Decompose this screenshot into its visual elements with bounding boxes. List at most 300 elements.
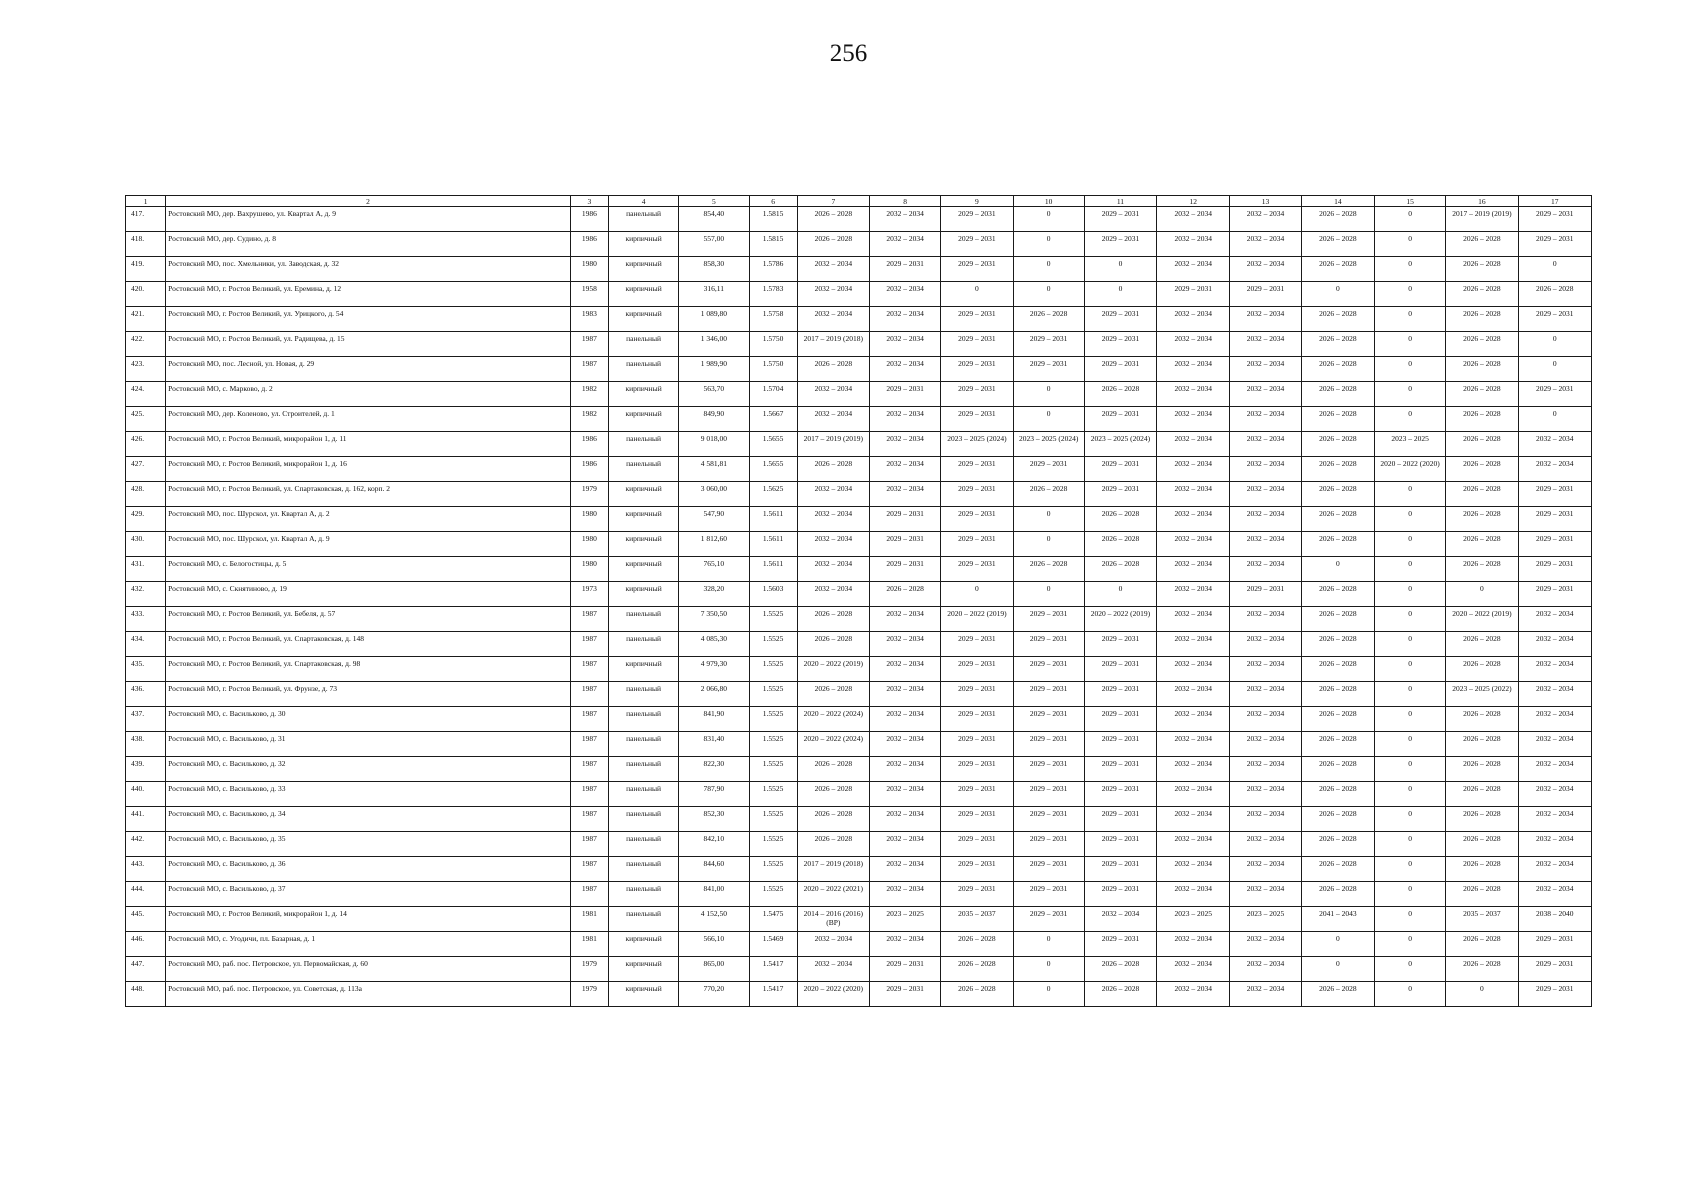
table-cell: панельный	[608, 707, 678, 732]
page-number: 256	[829, 40, 868, 67]
table-cell: 1987	[570, 707, 608, 732]
table-cell: 2026 – 2028	[1446, 732, 1518, 757]
table-cell: 0	[1518, 357, 1591, 382]
table-cell: 2032 – 2034	[797, 257, 869, 282]
table-cell: 2029 – 2031	[1518, 482, 1591, 507]
table-cell: 1987	[570, 807, 608, 832]
table-cell: 2026 – 2028	[797, 457, 869, 482]
table-cell: 2032 – 2034	[1230, 532, 1301, 557]
table-cell: 1.5525	[749, 757, 797, 782]
table-cell: 0	[1374, 382, 1445, 407]
table-cell: 2017 – 2019 (2018)	[797, 857, 869, 882]
table-cell: 2032 – 2034	[869, 857, 940, 882]
table-cell: 2035 – 2037	[1446, 907, 1518, 932]
row-number-cell: 442.	[126, 832, 166, 857]
table-cell: 2029 – 2031	[1013, 632, 1084, 657]
table-cell: 2032 – 2034	[1157, 857, 1230, 882]
table-row	[126, 557, 1592, 582]
table-cell: 2032 – 2034	[1157, 657, 1230, 682]
table-cell: 1987	[570, 657, 608, 682]
column-number-cell: 3	[570, 196, 608, 207]
table-cell: 2032 – 2034	[1230, 857, 1301, 882]
table-cell: 1986	[570, 232, 608, 257]
table-cell: 2032 – 2034	[1157, 457, 1230, 482]
table-cell: 2032 – 2034	[1157, 807, 1230, 832]
table-cell: 2029 – 2031	[1084, 857, 1156, 882]
table-cell: 0	[1374, 307, 1445, 332]
table-cell: кирпичный	[608, 507, 678, 532]
table-cell: 1987	[570, 832, 608, 857]
table-cell: 1981	[570, 907, 608, 932]
table-row	[126, 507, 1592, 532]
table-cell: 2032 – 2034	[1157, 432, 1230, 457]
table-cell: 2032 – 2034	[869, 707, 940, 732]
address-cell: Ростовский МО, г. Ростов Великий, ул. Урицкого, д. 54	[166, 307, 571, 332]
table-cell: 2032 – 2034	[1157, 232, 1230, 257]
table-cell: 2032 – 2034	[1230, 332, 1301, 357]
table-cell: кирпичный	[608, 932, 678, 957]
table-cell: 2020 – 2022 (2019)	[1084, 607, 1156, 632]
row-number-cell: 443.	[126, 857, 166, 882]
table-cell: 0	[1301, 957, 1374, 982]
table-cell: 2032 – 2034	[869, 607, 940, 632]
table-cell: кирпичный	[608, 532, 678, 557]
table-cell: 1979	[570, 982, 608, 1007]
address-cell: Ростовский МО, пос. Хмельники, ул. Заводская, д. 32	[166, 257, 571, 282]
table-cell: 2014 – 2016 (2016) (ВР)	[797, 907, 869, 932]
table-cell: 2029 – 2031	[1518, 232, 1591, 257]
table-cell: 1987	[570, 357, 608, 382]
table-cell: 1.5525	[749, 782, 797, 807]
table-cell: 0	[1374, 532, 1445, 557]
table-cell: 2023 – 2025	[1157, 907, 1230, 932]
table-cell: 2029 – 2031	[941, 382, 1013, 407]
table-cell: 2029 – 2031	[1157, 282, 1230, 307]
table-cell: 2026 – 2028	[1446, 707, 1518, 732]
table-cell: 2032 – 2034	[797, 532, 869, 557]
table-row	[126, 932, 1592, 957]
table-cell: 1987	[570, 782, 608, 807]
table-cell: 1.5525	[749, 607, 797, 632]
table-row	[126, 332, 1592, 357]
table-cell: 2026 – 2028	[1446, 782, 1518, 807]
table-cell: 2026 – 2028	[941, 957, 1013, 982]
table-row	[126, 257, 1592, 282]
table-cell: 2029 – 2031	[941, 407, 1013, 432]
table-row	[126, 207, 1592, 232]
table-cell: 0	[1374, 657, 1445, 682]
table-cell: 2017 – 2019 (2019)	[1446, 207, 1518, 232]
table-cell: 2026 – 2028	[1301, 882, 1374, 907]
table-cell: 2029 – 2031	[1518, 507, 1591, 532]
column-number-cell: 15	[1374, 196, 1445, 207]
table-cell: 557,00	[679, 232, 749, 257]
table-cell: 2032 – 2034	[869, 457, 940, 482]
table-cell: 831,40	[679, 732, 749, 757]
table-cell: 1.5815	[749, 232, 797, 257]
table-cell: 1.5525	[749, 707, 797, 732]
table-cell: 2032 – 2034	[1157, 632, 1230, 657]
table-cell: кирпичный	[608, 482, 678, 507]
table-cell: 1.5758	[749, 307, 797, 332]
table-cell: 2026 – 2028	[1084, 382, 1156, 407]
table-cell: 1986	[570, 207, 608, 232]
table-cell: 2029 – 2031	[1084, 757, 1156, 782]
table-cell: 2032 – 2034	[1230, 557, 1301, 582]
column-number-cell: 17	[1518, 196, 1591, 207]
table-cell: 2032 – 2034	[1518, 857, 1591, 882]
table-cell: 2029 – 2031	[869, 982, 940, 1007]
table-cell: 2026 – 2028	[1013, 482, 1084, 507]
table-cell: 316,11	[679, 282, 749, 307]
table-cell: 2032 – 2034	[1157, 882, 1230, 907]
row-number-cell: 423.	[126, 357, 166, 382]
table-cell: 2026 – 2028	[1301, 807, 1374, 832]
table-cell: 2032 – 2034	[797, 307, 869, 332]
table-cell: 2026 – 2028	[1446, 632, 1518, 657]
table-cell: 2026 – 2028	[1301, 682, 1374, 707]
address-cell: Ростовский МО, пос. Шурскол, ул. Квартал А, д. 9	[166, 532, 571, 557]
table-cell: 2029 – 2031	[941, 732, 1013, 757]
table-cell: 2032 – 2034	[1230, 457, 1301, 482]
table-cell: 1.5704	[749, 382, 797, 407]
table-cell: 0	[1374, 882, 1445, 907]
table-cell: 2029 – 2031	[941, 507, 1013, 532]
table-cell: 2026 – 2028	[1301, 432, 1374, 457]
table-cell: 2023 – 2025 (2024)	[1084, 432, 1156, 457]
table-cell: 2029 – 2031	[1518, 307, 1591, 332]
table-cell: 1980	[570, 257, 608, 282]
table-cell: 2026 – 2028	[1301, 707, 1374, 732]
table-cell: 2029 – 2031	[1518, 207, 1591, 232]
table-cell: 1.5611	[749, 532, 797, 557]
address-cell: Ростовский МО, дер. Коленово, ул. Строителей, д. 1	[166, 407, 571, 432]
table-cell: 2032 – 2034	[869, 332, 940, 357]
table-cell: 2032 – 2034	[869, 232, 940, 257]
table-cell: 2032 – 2034	[1157, 257, 1230, 282]
address-cell: Ростовский МО, г. Ростов Великий, ул. Фрунзе, д. 73	[166, 682, 571, 707]
address-cell: Ростовский МО, г. Ростов Великий, ул. Спартаковская, д. 98	[166, 657, 571, 682]
table-cell: 2029 – 2031	[1084, 207, 1156, 232]
table-cell: 2032 – 2034	[1230, 257, 1301, 282]
table-cell: кирпичный	[608, 557, 678, 582]
table-cell: 770,20	[679, 982, 749, 1007]
address-cell: Ростовский МО, г. Ростов Великий, ул. Спартаковская, д. 162, корп. 2	[166, 482, 571, 507]
table-cell: 2032 – 2034	[1230, 682, 1301, 707]
table-cell: 2029 – 2031	[1013, 782, 1084, 807]
table-cell: 2026 – 2028	[1301, 982, 1374, 1007]
table-cell: 2032 – 2034	[1518, 632, 1591, 657]
table-cell: 2026 – 2028	[797, 607, 869, 632]
table-row	[126, 457, 1592, 482]
table-cell: 2029 – 2031	[1013, 332, 1084, 357]
table-cell: 0	[1374, 507, 1445, 532]
table-cell: 2026 – 2028	[1446, 882, 1518, 907]
address-cell: Ростовский МО, дер. Вахрушево, ул. Квартал А, д. 9	[166, 207, 571, 232]
table-cell: 2029 – 2031	[1518, 532, 1591, 557]
table-cell: 1987	[570, 332, 608, 357]
table-cell: 9 018,00	[679, 432, 749, 457]
table-cell: кирпичный	[608, 657, 678, 682]
table-cell: 2029 – 2031	[941, 657, 1013, 682]
table-cell: 2026 – 2028	[1446, 807, 1518, 832]
row-number-cell: 441.	[126, 807, 166, 832]
column-number-cell: 2	[166, 196, 571, 207]
table-cell: 2029 – 2031	[1013, 857, 1084, 882]
table-cell: 841,00	[679, 882, 749, 907]
table-cell: 2026 – 2028	[797, 357, 869, 382]
table-cell: 2029 – 2031	[941, 757, 1013, 782]
table-row	[126, 407, 1592, 432]
address-cell: Ростовский МО, г. Ростов Великий, ул. Бебеля, д. 57	[166, 607, 571, 632]
table-cell: 2032 – 2034	[1230, 307, 1301, 332]
table-cell: 2029 – 2031	[869, 557, 940, 582]
table-cell: 2032 – 2034	[869, 482, 940, 507]
table-cell: 2032 – 2034	[1230, 207, 1301, 232]
table-cell: 1.5655	[749, 457, 797, 482]
table-cell: 2026 – 2028	[1301, 832, 1374, 857]
table-cell: 0	[1374, 232, 1445, 257]
table-cell: 1986	[570, 432, 608, 457]
row-number-cell: 434.	[126, 632, 166, 657]
table-cell: 2026 – 2028	[1446, 257, 1518, 282]
table-cell: 1.5475	[749, 907, 797, 932]
table-cell: 2026 – 2028	[1446, 482, 1518, 507]
table-cell: 1980	[570, 557, 608, 582]
table-cell: 2029 – 2031	[941, 207, 1013, 232]
table-cell: 2029 – 2031	[1084, 807, 1156, 832]
table-row	[126, 832, 1592, 857]
table-cell: 2032 – 2034	[869, 807, 940, 832]
table-cell: 2020 – 2022 (2019)	[797, 657, 869, 682]
table-cell: 2026 – 2028	[1446, 282, 1518, 307]
table-cell: 2032 – 2034	[797, 507, 869, 532]
table-cell: 2032 – 2034	[797, 557, 869, 582]
table-cell: 2032 – 2034	[1230, 657, 1301, 682]
table-cell: кирпичный	[608, 582, 678, 607]
table-row	[126, 982, 1592, 1007]
row-number-cell: 439.	[126, 757, 166, 782]
table-cell: 0	[1013, 382, 1084, 407]
table-cell: 563,70	[679, 382, 749, 407]
table-cell: 844,60	[679, 857, 749, 882]
address-cell: Ростовский МО, пос. Шурскол, ул. Квартал А, д. 2	[166, 507, 571, 532]
table-cell: 2029 – 2031	[941, 307, 1013, 332]
table-cell: 2029 – 2031	[941, 707, 1013, 732]
table-cell: 2029 – 2031	[941, 832, 1013, 857]
table-cell: 841,90	[679, 707, 749, 732]
table-cell: 2020 – 2022 (2021)	[797, 882, 869, 907]
table-cell: 0	[1374, 282, 1445, 307]
column-number-cell: 6	[749, 196, 797, 207]
table-cell: 2032 – 2034	[1230, 932, 1301, 957]
table-cell: 2026 – 2028	[797, 207, 869, 232]
table-cell: 2029 – 2031	[1084, 882, 1156, 907]
table-cell: панельный	[608, 757, 678, 782]
table-cell: 0	[1301, 932, 1374, 957]
table-cell: 0	[1518, 407, 1591, 432]
address-cell: Ростовский МО, г. Ростов Великий, микрорайон 1, д. 11	[166, 432, 571, 457]
row-number-cell: 436.	[126, 682, 166, 707]
column-number-cell: 16	[1446, 196, 1518, 207]
table-cell: 2026 – 2028	[1446, 357, 1518, 382]
table-cell: 0	[1013, 532, 1084, 557]
table-cell: 3 060,00	[679, 482, 749, 507]
table-cell: 2029 – 2031	[941, 682, 1013, 707]
table-cell: 328,20	[679, 582, 749, 607]
table-cell: 547,90	[679, 507, 749, 532]
row-number-cell: 438.	[126, 732, 166, 757]
table-cell: панельный	[608, 882, 678, 907]
table-cell: 2032 – 2034	[1230, 632, 1301, 657]
table-cell: 1981	[570, 932, 608, 957]
column-number-cell: 4	[608, 196, 678, 207]
table-row	[126, 232, 1592, 257]
table-cell: 2029 – 2031	[1084, 832, 1156, 857]
table-cell: 2026 – 2028	[1084, 982, 1156, 1007]
table-cell: 2032 – 2034	[1157, 507, 1230, 532]
table-cell: 2032 – 2034	[1157, 932, 1230, 957]
table-cell: 1 089,80	[679, 307, 749, 332]
table-cell: 858,30	[679, 257, 749, 282]
table-cell: 2029 – 2031	[1230, 582, 1301, 607]
table-cell: 0	[1518, 257, 1591, 282]
table-cell: 0	[1013, 982, 1084, 1007]
table-cell: 2032 – 2034	[1230, 382, 1301, 407]
table-cell: кирпичный	[608, 282, 678, 307]
table-cell: 2032 – 2034	[1518, 882, 1591, 907]
table-cell: панельный	[608, 857, 678, 882]
table-row	[126, 782, 1592, 807]
table-cell: 2029 – 2031	[1518, 982, 1591, 1007]
table-cell: 4 979,30	[679, 657, 749, 682]
table-cell: 2032 – 2034	[1230, 707, 1301, 732]
table-cell: 1.5603	[749, 582, 797, 607]
table-row	[126, 532, 1592, 557]
table-cell: 1987	[570, 732, 608, 757]
table-cell: 1 346,00	[679, 332, 749, 357]
repair-schedule-table	[125, 195, 1592, 1007]
table-cell: 2032 – 2034	[1518, 807, 1591, 832]
table-cell: 2032 – 2034	[797, 282, 869, 307]
table-cell: 1.5750	[749, 357, 797, 382]
table-cell: 2032 – 2034	[1157, 332, 1230, 357]
table-cell: 2032 – 2034	[797, 407, 869, 432]
table-cell: 2032 – 2034	[869, 207, 940, 232]
row-number-cell: 418.	[126, 232, 166, 257]
table-cell: 2032 – 2034	[1157, 682, 1230, 707]
row-number-cell: 429.	[126, 507, 166, 532]
table-cell: 2026 – 2028	[797, 632, 869, 657]
table-cell: 2032 – 2034	[1230, 357, 1301, 382]
table-cell: 2032 – 2034	[1230, 832, 1301, 857]
table-cell: 2032 – 2034	[797, 482, 869, 507]
table-cell: 0	[1374, 582, 1445, 607]
table-cell: 2032 – 2034	[1157, 832, 1230, 857]
table-cell: 2026 – 2028	[1084, 532, 1156, 557]
row-number-cell: 433.	[126, 607, 166, 632]
table-cell: 1.5611	[749, 557, 797, 582]
table-cell: 0	[1013, 407, 1084, 432]
table-cell: 2032 – 2034	[869, 282, 940, 307]
table-cell: 2029 – 2031	[1013, 882, 1084, 907]
address-cell: Ростовский МО, с. Васильково, д. 31	[166, 732, 571, 757]
table-cell: 2020 – 2022 (2019)	[1446, 607, 1518, 632]
table-cell: панельный	[608, 907, 678, 932]
table-cell: 0	[1013, 507, 1084, 532]
table-cell: 2026 – 2028	[1301, 657, 1374, 682]
table-cell: 2029 – 2031	[941, 232, 1013, 257]
table-row	[126, 657, 1592, 682]
address-cell: Ростовский МО, с. Угодичи, пл. Базарная, д. 1	[166, 932, 571, 957]
table-cell: 2032 – 2034	[869, 782, 940, 807]
table-cell: 852,30	[679, 807, 749, 832]
table-cell: 2029 – 2031	[1013, 732, 1084, 757]
table-cell: 0	[941, 282, 1013, 307]
table-cell: 2032 – 2034	[1157, 732, 1230, 757]
table-row	[126, 857, 1592, 882]
table-cell: 2026 – 2028	[797, 232, 869, 257]
table-cell: 2029 – 2031	[941, 532, 1013, 557]
table-cell: 1987	[570, 757, 608, 782]
table-cell: 2032 – 2034	[1230, 407, 1301, 432]
table-cell: 2029 – 2031	[869, 382, 940, 407]
table-cell: панельный	[608, 682, 678, 707]
table-cell: 1.5525	[749, 832, 797, 857]
table-cell: 2032 – 2034	[1157, 382, 1230, 407]
row-number-cell: 430.	[126, 532, 166, 557]
table-row	[126, 682, 1592, 707]
table-cell: 2032 – 2034	[1230, 507, 1301, 532]
table-cell: 0	[1013, 582, 1084, 607]
table-cell: 2026 – 2028	[1301, 457, 1374, 482]
table-cell: 2026 – 2028	[1301, 407, 1374, 432]
table-cell: кирпичный	[608, 307, 678, 332]
column-number-row	[126, 196, 1592, 207]
table-cell: панельный	[608, 207, 678, 232]
table-cell: 0	[1013, 957, 1084, 982]
table-cell: 2029 – 2031	[1084, 632, 1156, 657]
table-row	[126, 607, 1592, 632]
table-cell: 1.5469	[749, 932, 797, 957]
table-cell: 849,90	[679, 407, 749, 432]
table-cell: 2026 – 2028	[1446, 657, 1518, 682]
table-row	[126, 707, 1592, 732]
table-cell: 0	[1301, 557, 1374, 582]
table-cell: 1982	[570, 407, 608, 432]
table-cell: 0	[1446, 982, 1518, 1007]
table-cell: 2026 – 2028	[1301, 382, 1374, 407]
table-body	[126, 196, 1592, 1007]
table-cell: 0	[1084, 582, 1156, 607]
table-cell: 2032 – 2034	[797, 932, 869, 957]
table-cell: 1.5815	[749, 207, 797, 232]
row-number-cell: 445.	[126, 907, 166, 932]
table-cell: кирпичный	[608, 982, 678, 1007]
table-cell: 2029 – 2031	[1013, 457, 1084, 482]
table-cell: 0	[1374, 857, 1445, 882]
table-cell: 2032 – 2034	[869, 407, 940, 432]
table-cell: 2029 – 2031	[1084, 732, 1156, 757]
table-cell: 0	[1374, 782, 1445, 807]
table-cell: 2029 – 2031	[869, 957, 940, 982]
table-cell: 2032 – 2034	[1518, 707, 1591, 732]
table-cell: 2026 – 2028	[1301, 582, 1374, 607]
table-cell: 1987	[570, 882, 608, 907]
table-cell: 2032 – 2034	[869, 657, 940, 682]
table-cell: 0	[1013, 207, 1084, 232]
table-cell: 2029 – 2031	[1013, 357, 1084, 382]
